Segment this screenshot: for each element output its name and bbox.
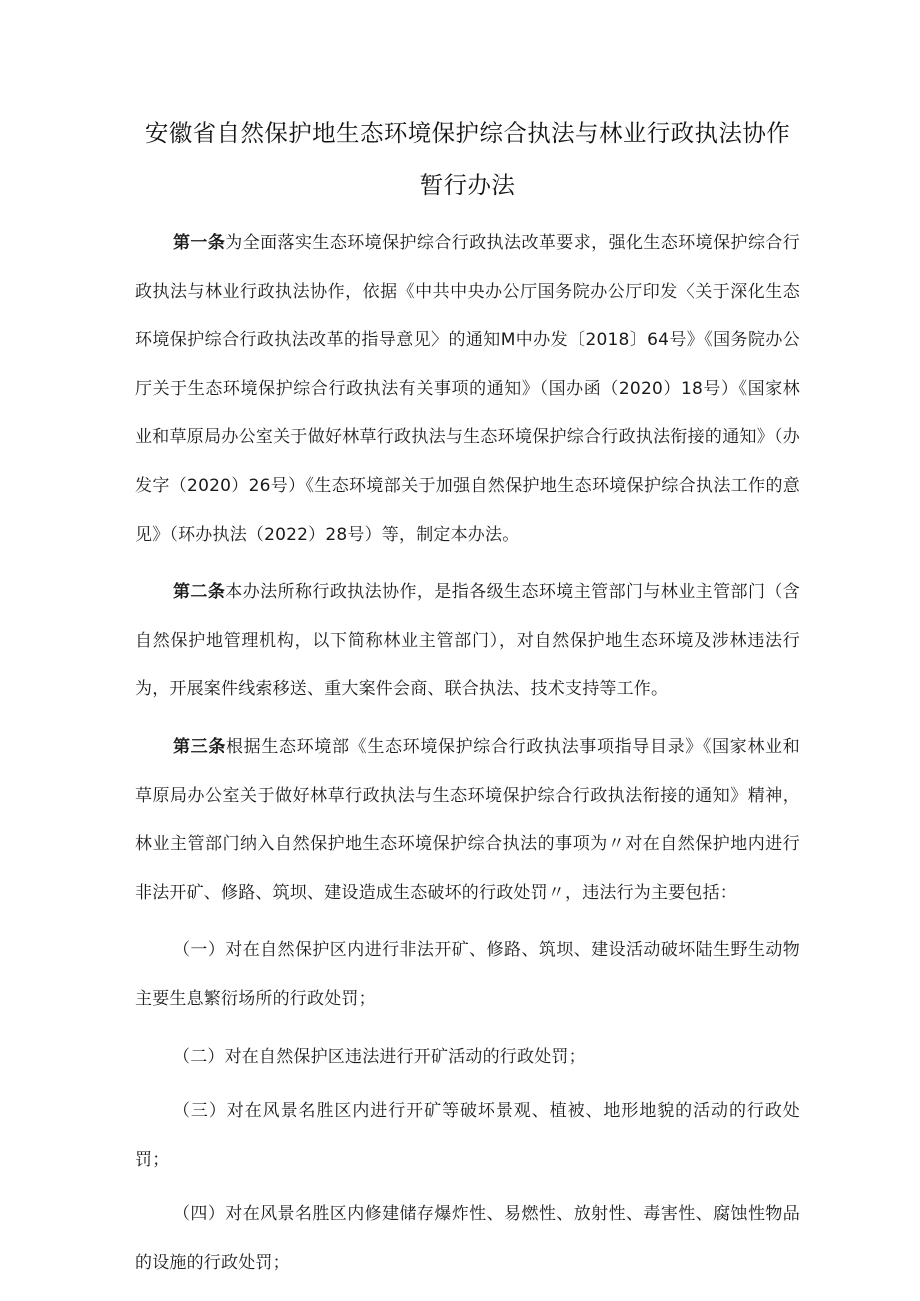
article-3 <box>135 723 800 917</box>
article-3-text: 根据生态环境部《生态环境保护综合行政执法事项指导目录》《国家林业和草原局办公室关于做好林草行政执法与生态环境保护综合行政执法衔接的通知》精神，林业主管部门纳入自然保护地生态环境保护综合执法的事项为〃对在自然保护地内进行非法开矿、修路、筑坝、建设造成生态破坏的行政处罚〃，违法行为主要包括： <box>135 736 800 903</box>
list-item-1: （一）对在自然保护区内进行非法开矿、修路、筑坝、建设活动破坏陆生野生动物主要生息繁衍场所的行政处罚； <box>135 940 800 1009</box>
list-item-4: （四）对在风景名胜区内修建储存爆炸性、易燃性、放射性、毒害性、腐蚀性物品的设施的行政处罚； <box>135 1204 800 1273</box>
article-1 <box>135 219 800 559</box>
list-item-2: （二）对在自然保护区违法进行开矿活动的行政处罚； <box>173 1046 586 1067</box>
article-1-text: 为全面落实生态环境保护综合行政执法改革要求，强化生态环境保护综合行政执法与林业行政执法协作，依据《中共中央办公厅国务院办公厅印发〈关于深化生态环境保护综合行政执法改革的指导意见〉的通知M中办发〔2018〕64号》《国务院办公厅关于生态环境保护综合行政执法有关事项的通知》（国办函（2020）18号）《国家林业和草原局办公室关于做好林草行政执法与生态环境保护综合行政执法衔接的通知》（办发字（2020）26号）《生态环境部关于加强自然保护地生态环境保护综合执法工作的意见》（环办执法（2022）28号）等，制定本办法。 <box>135 233 801 545</box>
list-item-3: （三）对在风景名胜区内进行开矿等破坏景观、植被、地形地貌的活动的行政处罚； <box>135 1101 800 1170</box>
article-2 <box>135 568 800 714</box>
article-2-text: 本办法所称行政执法协作，是指各级生态环境主管部门与林业主管部门（含自然保护地管理机构，以下简称林业主管部门），对自然保护地生态环境及涉林违法行为，开展案件线索移送、重大案件会商、联合执法、技术支持等工作。 <box>135 582 800 700</box>
article-2-lead: 第二条 <box>173 582 226 603</box>
document-title: 安徽省自然保护地生态环境保护综合执法与林业行政执法协作暂行办法 <box>144 119 791 199</box>
article-1-lead: 第一条 <box>173 233 226 253</box>
article-3-lead: 第三条 <box>173 736 226 757</box>
